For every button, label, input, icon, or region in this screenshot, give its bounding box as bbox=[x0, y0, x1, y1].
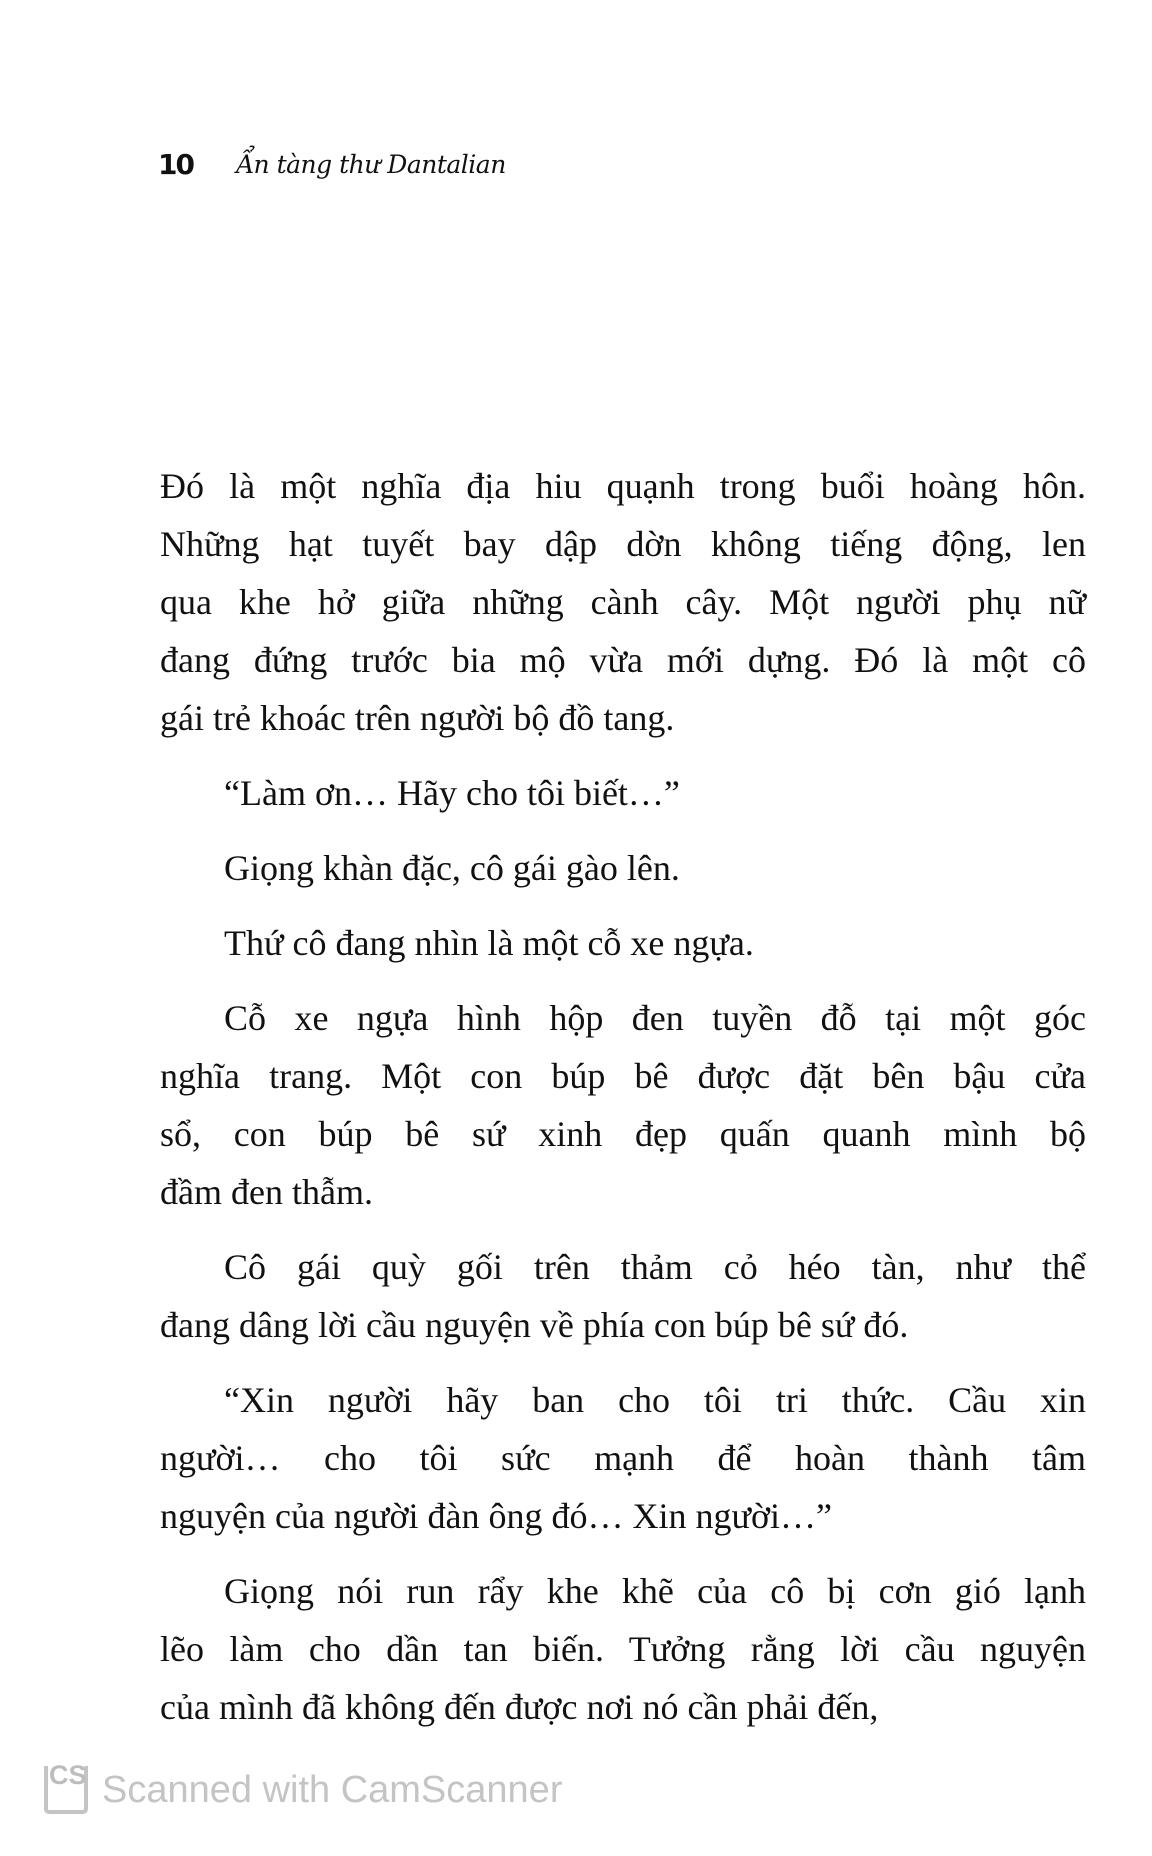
text-line: Cô gái quỳ gối trên thảm cỏ héo tàn, như thể bbox=[224, 1247, 1086, 1287]
text-line: đang dâng lời cầu nguyện về phía con búp bê sứ đó. bbox=[160, 1305, 909, 1345]
paragraph bbox=[160, 1562, 1086, 1736]
paragraph bbox=[160, 1238, 1086, 1354]
text-line: Những hạt tuyết bay dập dờn không tiếng động, len bbox=[160, 524, 1086, 564]
running-title: Ẩn tàng thư Dantalian bbox=[236, 149, 506, 179]
text-line: người… cho tôi sức mạnh để hoàn thành tâm bbox=[160, 1438, 1086, 1478]
text-line: gái trẻ khoác trên người bộ đồ tang. bbox=[160, 698, 675, 738]
text-line: lẽo làm cho dần tan biến. Tưởng rằng lời cầu nguyện bbox=[160, 1629, 1086, 1669]
text-line: sổ, con búp bê sứ xinh đẹp quấn quanh mình bộ bbox=[160, 1114, 1086, 1154]
text-line: đầm đen thẫm. bbox=[160, 1172, 373, 1212]
page-number: 10 bbox=[158, 147, 193, 181]
logo-text: CS bbox=[49, 1760, 87, 1790]
text-line: Thứ cô đang nhìn là một cỗ xe ngựa. bbox=[224, 923, 754, 963]
text-line: Cỗ xe ngựa hình hộp đen tuyền đỗ tại một góc bbox=[224, 998, 1086, 1038]
text-line: nguyện của người đàn ông đó… Xin người…” bbox=[160, 1496, 832, 1536]
text-line: “Xin người hãy ban cho tôi tri thức. Cầu xin bbox=[224, 1380, 1086, 1420]
text-line: Giọng khàn đặc, cô gái gào lên. bbox=[224, 848, 680, 888]
camscanner-logo-icon bbox=[44, 1760, 88, 1814]
paragraph bbox=[160, 914, 1086, 972]
text-line: Đó là một nghĩa địa hiu quạnh trong buổi hoàng hôn. bbox=[160, 466, 1086, 506]
text-line: qua khe hở giữa những cành cây. Một người phụ nữ bbox=[160, 582, 1086, 622]
paragraph bbox=[160, 1371, 1086, 1545]
paragraph bbox=[160, 764, 1086, 822]
text-line: “Làm ơn… Hãy cho tôi biết…” bbox=[224, 773, 680, 813]
paragraph bbox=[160, 989, 1086, 1221]
body-text bbox=[160, 457, 1086, 1753]
paragraph bbox=[160, 839, 1086, 897]
watermark-text: Scanned with CamScanner bbox=[102, 1768, 563, 1811]
text-line: đang đứng trước bia mộ vừa mới dựng. Đó là một cô bbox=[160, 640, 1086, 680]
text-line: Giọng nói run rẩy khe khẽ của cô bị cơn gió lạnh bbox=[224, 1571, 1086, 1611]
text-line: của mình đã không đến được nơi nó cần phải đến, bbox=[160, 1687, 879, 1727]
camscanner-watermark bbox=[44, 1760, 563, 1814]
text-line: nghĩa trang. Một con búp bê được đặt bên bậu cửa bbox=[160, 1056, 1086, 1096]
paragraph bbox=[160, 457, 1086, 747]
page-header bbox=[158, 142, 506, 186]
